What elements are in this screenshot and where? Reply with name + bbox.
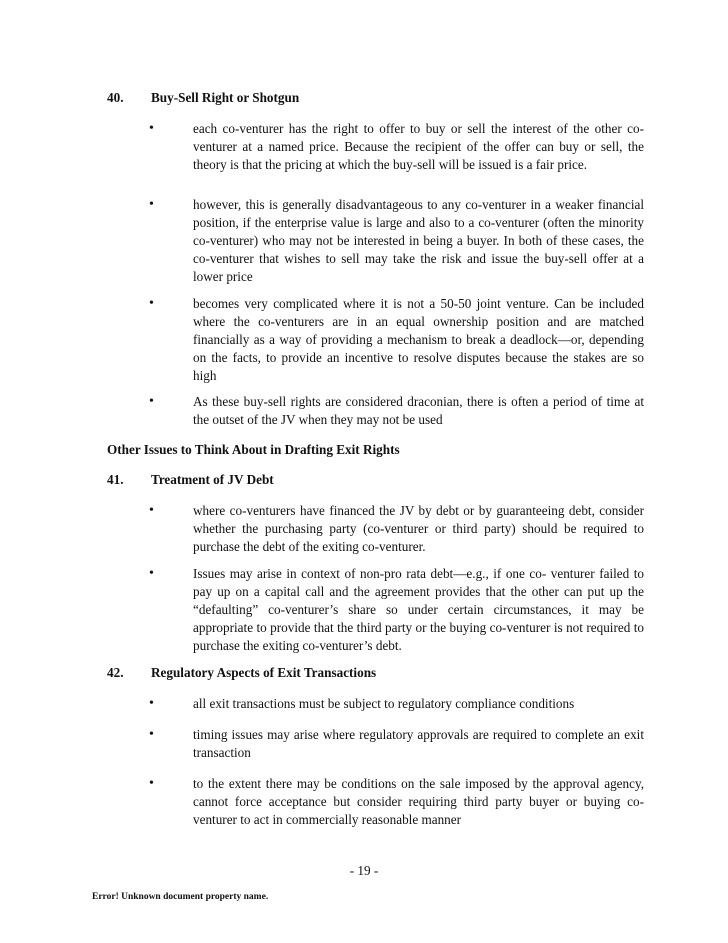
bullet-icon: • — [149, 296, 154, 311]
section-title: Regulatory Aspects of Exit Transactions — [151, 665, 377, 680]
bullet-text: As these buy-sell rights are considered draconian, there is often a period of time at the outset of the JV when they may not be used — [193, 394, 644, 427]
bullet-text: however, this is generally disadvantageous to any co-venturer in a weaker financial position, if the enterprise value is large and also to a co-venturer (often the minority co-venturer) who may not be interested in being a buyer. In both of these cases, the co-venturer that wishes to sell may take the risk and issue the buy-sell offer at a lower price — [193, 197, 644, 284]
bullet-icon: • — [149, 503, 154, 518]
section-title: Treatment of JV Debt — [151, 472, 274, 487]
bullet-text: each co-venturer has the right to offer to buy or sell the interest of the other co-venturer at a named price. Because the recipient of the offer can buy or sell, the theory is that the pricing at which the buy-sell will be issued is a fair price. — [193, 121, 644, 172]
bullet-icon: • — [149, 727, 154, 742]
bullet-icon: • — [149, 394, 154, 409]
footer-text: Error! Unknown document property name. — [92, 892, 269, 902]
section-number: 42. — [107, 665, 124, 680]
subheading: Other Issues to Think About in Drafting Exit Rights — [107, 442, 400, 457]
bullet-icon: • — [149, 197, 154, 212]
bullet-icon: • — [149, 696, 154, 711]
bullet-text: timing issues may arise where regulatory approvals are required to complete an exit transaction — [193, 727, 644, 760]
section-number: 40. — [107, 90, 124, 105]
section-number: 41. — [107, 472, 124, 487]
section-title: Buy-Sell Right or Shotgun — [151, 90, 300, 105]
bullet-text: where co-venturers have financed the JV by debt or by guaranteeing debt, consider whether the purchasing party (co-venturer or third party) should be required to purchase the debt of the exiting co-venturer. — [193, 503, 644, 554]
page-number: - 19 - — [349, 863, 379, 878]
bullet-icon: • — [149, 776, 154, 791]
bullet-icon: • — [149, 121, 154, 136]
bullet-text: to the extent there may be conditions on the sale imposed by the approval agency, cannot force acceptance but consider requiring third party buyer or buying co-venturer to act in commercially reasonable manner — [193, 776, 644, 827]
bullet-text: Issues may arise in context of non-pro rata debt—e.g., if one co- venturer failed to pay up on a capital call and the agreement provides that the other can put up the “defaulting” co-venturer’s share so under certain circumstances, it may be appropriate to provide that the third party or the buying co-venturer is not required to purchase the exiting co-venturer’s debt. — [193, 566, 644, 653]
bullet-text: becomes very complicated where it is not a 50-50 joint venture. Can be included where the co-venturers are in an equal ownership position and are matched financially as a way of providing a mechanism to break a deadlock—or, depending on the facts, to provide an incentive to resolve disputes because the stakes are so high — [193, 296, 644, 383]
bullet-icon: • — [149, 566, 154, 581]
bullet-text: all exit transactions must be subject to regulatory compliance conditions — [193, 696, 575, 711]
